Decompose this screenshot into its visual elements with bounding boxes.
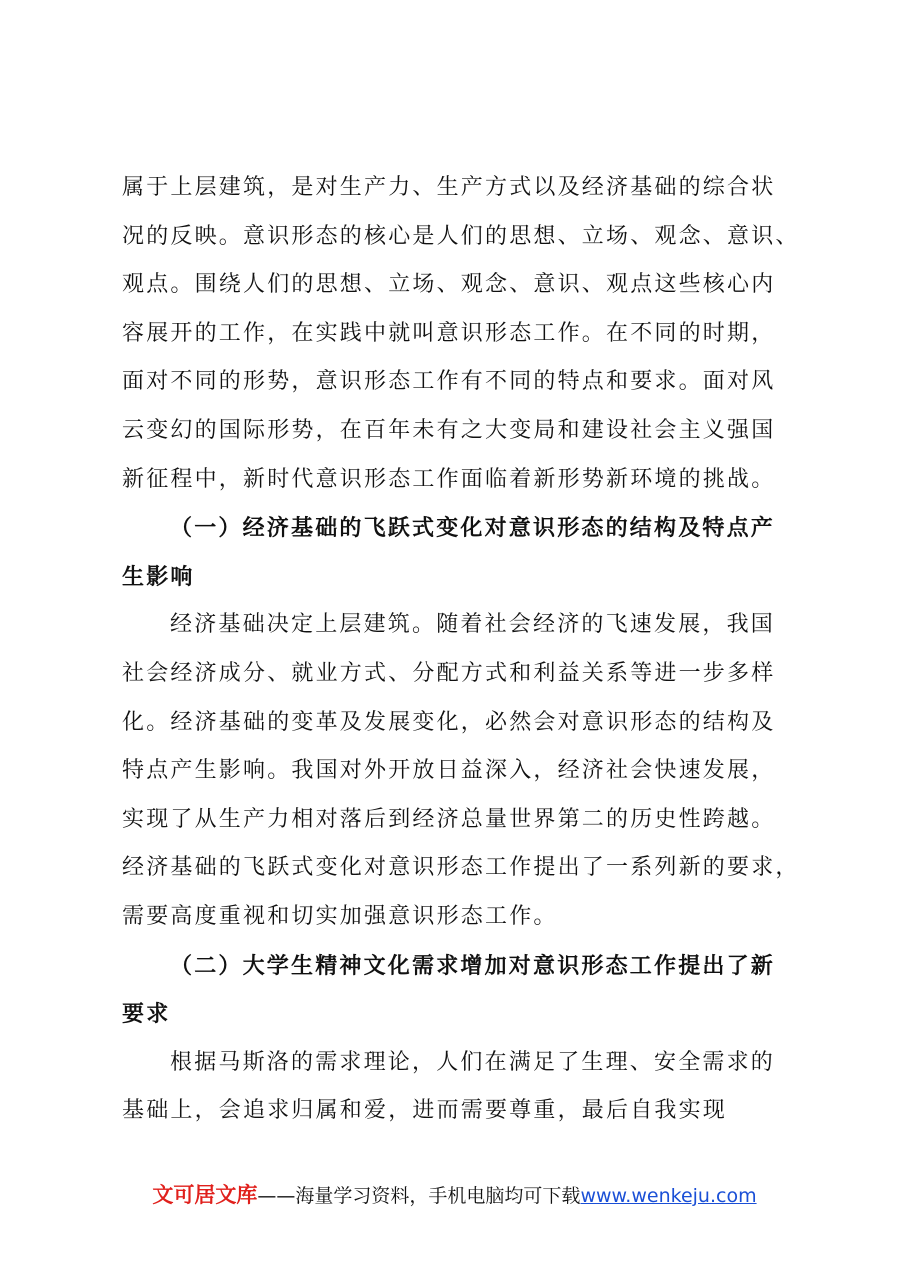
paragraph-line: 需要高度重视和切实加强意识形态工作。 xyxy=(122,903,558,929)
brand-name: 文可居文库 xyxy=(152,1183,258,1207)
paragraph-line: 面对不同的形势，意识形态工作有不同的特点和要求。面对风 xyxy=(122,369,776,395)
paragraph-line: 容展开的工作，在实践中就叫意识形态工作。在不同的时期， xyxy=(122,320,776,346)
section-heading-line: 要求 xyxy=(122,1001,171,1028)
paragraph-line: 化。经济基础的变革及发展变化，必然会对意识形态的结构及 xyxy=(122,709,776,735)
paragraph-line: 社会经济成分、就业方式、分配方式和利益关系等进一步多样 xyxy=(122,660,776,686)
paragraph-line: 新征程中，新时代意识形态工作面临着新形势新环境的挑战。 xyxy=(122,466,776,492)
paragraph-line: 属于上层建筑，是对生产力、生产方式以及经济基础的综合状 xyxy=(122,175,776,200)
paragraph-line: 根据马斯洛的需求理论，人们在满足了生理、安全需求的 xyxy=(170,1049,776,1075)
paragraph-line: 经济基础的飞跃式变化对意识形态工作提出了一系列新的要求， xyxy=(122,855,800,881)
document-body xyxy=(122,164,812,1136)
paragraph-line: 况的反映。意识形态的核心是人们的思想、立场、观念、意识、 xyxy=(122,223,800,249)
footer-banner xyxy=(0,1181,909,1210)
section-heading-line: 生影响 xyxy=(122,563,195,590)
section-heading-line: （一）经济基础的飞跃式变化对意识形态的结构及特点产 xyxy=(170,515,776,542)
paragraph-line: 观点。围绕人们的思想、立场、观念、意识、观点这些核心内 xyxy=(122,272,776,298)
website-link[interactable]: www.wenkeju.com xyxy=(580,1185,757,1207)
footer-tagline: ——海量学习资料，手机电脑均可下载 xyxy=(257,1185,581,1207)
paragraph-line: 实现了从生产力相对落后到经济总量世界第二的历史性跨越。 xyxy=(122,806,776,832)
paragraph-line: 云变幻的国际形势，在百年未有之大变局和建设社会主义强国 xyxy=(122,417,776,443)
paragraph-line: 经济基础决定上层建筑。随着社会经济的飞速发展，我国 xyxy=(170,612,776,638)
section-heading-line: （二）大学生精神文化需求增加对意识形态工作提出了新 xyxy=(170,952,776,979)
paragraph-line: 基础上，会追求归属和爱，进而需要尊重，最后自我实现 xyxy=(122,1098,728,1124)
paragraph-line: 特点产生影响。我国对外开放日益深入，经济社会快速发展， xyxy=(122,758,776,784)
